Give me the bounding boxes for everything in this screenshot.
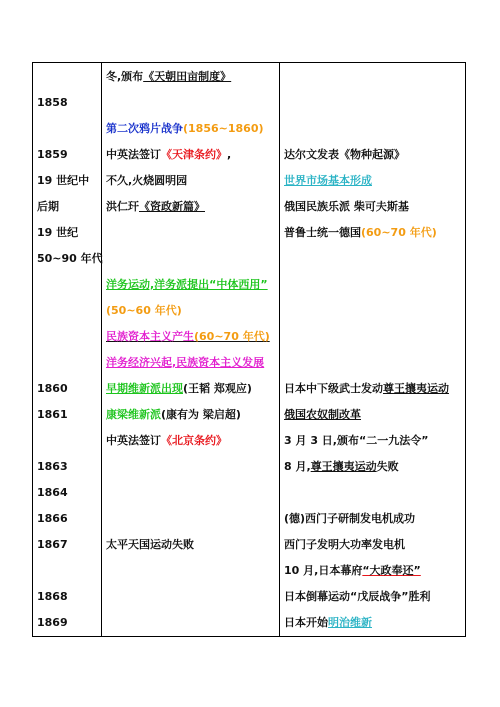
year-1859: 1859: [37, 148, 68, 161]
year-19th-century-mid: 19 世纪中: [37, 174, 90, 187]
world-event-russian-national-music: 俄国民族乐派 柴可夫斯基: [284, 200, 409, 213]
world-event-taisei-hokan: 10 月,日本幕府“大政奉还”: [284, 564, 421, 577]
world-event-meiji-restoration: 日本开始明治维新: [284, 616, 372, 629]
year-1864: 1864: [37, 486, 68, 499]
world-event-sonno-joi-failure: 8 月,尊王攘夷运动失败: [284, 460, 399, 473]
year-1861: 1861: [37, 408, 68, 421]
world-event-boshin-war: 日本倒幕运动“戊辰战争”胜利: [284, 590, 431, 603]
column-divider-1: [101, 63, 102, 636]
china-event-land-system: 冬,颁布《天朝田亩制度》: [106, 70, 232, 83]
history-timeline-table: [32, 62, 466, 637]
year-late: 后期: [37, 200, 59, 213]
china-event-national-capitalism: 民族资本主义产生(60~70 年代): [106, 330, 270, 343]
china-event-beijing-treaty: 中英法签订《北京条约》: [106, 434, 227, 447]
world-event-prussia-unifies-germany: 普鲁士统一德国(60~70 年代): [284, 226, 437, 239]
year-50-90s: 50~90 年代: [37, 252, 103, 265]
china-event-new-governance: 洪仁玕《资政新篇》: [106, 200, 205, 213]
world-event-world-market: 世界市场基本形成: [284, 174, 372, 187]
china-event-westernization-period: (50~60 年代): [106, 304, 182, 317]
world-event-serf-reform: 俄国农奴制改革: [284, 408, 361, 421]
china-event-old-summer-palace: 不久,火烧圆明园: [106, 174, 188, 187]
world-event-siemens-generator: (德)西门子研制发电机成功: [284, 512, 416, 525]
world-event-sonno-joi-movement: 日本中下级武士发动尊王攘夷运动: [284, 382, 449, 395]
china-event-economic-rise: 洋务经济兴起,民族资本主义发展: [106, 356, 265, 369]
year-1863: 1863: [37, 460, 68, 473]
china-event-westernization: 洋务运动,洋务派提出“中体西用”: [106, 278, 268, 291]
year-1869: 1869: [37, 616, 68, 629]
china-event-taiping-failure: 太平天国运动失败: [106, 538, 194, 551]
year-1868: 1868: [37, 590, 68, 603]
china-event-early-reformers: 早期维新派出现(王韬 郑观应): [106, 382, 252, 395]
world-event-origin-of-species: 达尔文发表《物种起源》: [284, 148, 405, 161]
china-event-kang-liang-reformers: 康梁维新派(康有为 梁启超): [106, 408, 241, 421]
year-19th-century: 19 世纪: [37, 226, 79, 239]
year-1866: 1866: [37, 512, 68, 525]
column-divider-2: [279, 63, 280, 636]
year-1858: 1858: [37, 96, 68, 109]
year-1860: 1860: [37, 382, 68, 395]
year-1867: 1867: [37, 538, 68, 551]
china-event-tianjin-treaty: 中英法签订《天津条约》,: [106, 148, 232, 161]
china-event-second-opium-war: 第二次鸦片战争(1856~1860): [106, 122, 264, 135]
world-event-219-decree: 3 月 3 日,颁布“二一九法令”: [284, 434, 429, 447]
world-event-siemens-dynamo: 西门子发明大功率发电机: [284, 538, 405, 551]
